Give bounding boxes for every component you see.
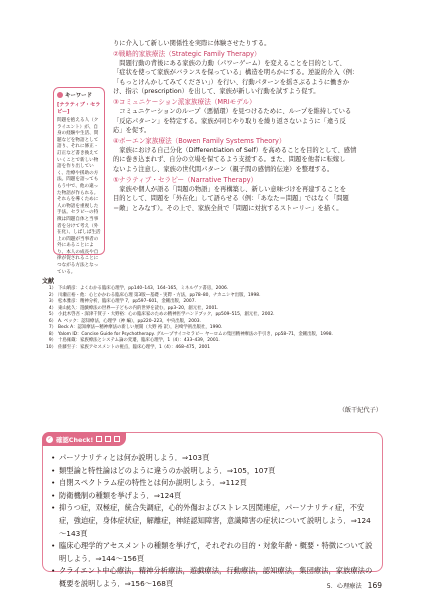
- page-footer: [327, 581, 382, 590]
- bullet-icon: •: [51, 465, 56, 475]
- references-heading: 文献: [42, 278, 55, 285]
- section-heading-narrative: ⑤ナラティブ・セラピー（Narrative Therapy）: [113, 175, 258, 184]
- reference-text: 川瀬正裕・他：心とかかわる臨床心理 第3版—基礎・実際・方法，pp78–80，ナカニシヤ出版，1998.: [58, 292, 261, 298]
- keyword-title: [ナラティブ・セラピー]: [57, 102, 101, 115]
- paragraph-line: 「もっとけんかしてみてください」）を行い、行動パターンを揺さぶるように働きか: [113, 78, 350, 86]
- checkbox-square-icon[interactable]: [105, 436, 111, 442]
- keyword-box: [53, 87, 105, 275]
- footer-section: 5．心理療法: [326, 583, 362, 590]
- reference-item: [42, 345, 382, 352]
- reference-text: Yalom ID：Concise Guide for Psychotherapy. グループサイコセラピー ヤーロムの集団精神療法の手引き，pp58–71，金剛出版，1998.: [58, 331, 333, 337]
- paragraph-line: 家族や個人が語る「問題の物語」を再構築し、新しい意味づけを再建することを: [113, 185, 346, 193]
- reference-number: 2）: [48, 292, 56, 298]
- reference-number: 5）: [48, 312, 56, 317]
- check-tab: [42, 432, 126, 446]
- reference-number: 9）: [48, 338, 56, 343]
- paragraph-line: りに介入して新しい関係性を実際に体験させたりする。: [113, 40, 271, 47]
- check-item-text: 臨床心理学的アセスメントの種類を挙げて，それぞれの目的・対象年齢・概要・特徴について説明しよう．⇒144～156頁: [59, 541, 373, 563]
- bullet-icon: •: [51, 490, 56, 500]
- check-item: [51, 452, 377, 465]
- checkbox-square-icon[interactable]: [114, 436, 120, 442]
- check-item: [51, 490, 377, 503]
- reference-number: 3）: [48, 299, 56, 304]
- paragraph-line: け、指示（prescription）を出して、家族が新しい行動を試すよう促す。: [113, 88, 320, 96]
- reference-text: 十島雍蔵：家族療法とシステム論の変遷，臨床心理学，1（4）：433–439，2001.: [58, 338, 220, 343]
- main-text: [113, 39, 398, 213]
- check-item-text: クライエント中心療法，精神分析療法，遊戯療法，行動療法，認知療法，集団療法，家族療法の概要を説明しよう．⇒156～168頁: [59, 566, 373, 588]
- section-heading-mri: ③コミュニケーション派家族療法（MRIモデル）: [113, 97, 256, 106]
- check-label: 確認Check!: [56, 435, 94, 444]
- reference-text: 東山紘久：遊戯療法の世界—子どもの内的世界を読む，pp3–20，創元社，2001.: [58, 305, 219, 311]
- paragraph-line: 家族における自己分化（Differentiation of Self）を高めることを目的として、感情: [113, 146, 357, 154]
- bullet-icon: •: [51, 478, 56, 488]
- bullet-icon: •: [51, 453, 56, 462]
- check-item-text: 自閉スペクトラム症の特性とは何か説明しよう．⇒112頁: [59, 478, 247, 488]
- reference-number: 6）: [48, 318, 56, 324]
- reference-number: 1）: [48, 286, 56, 291]
- reference-number: 7）: [48, 325, 56, 330]
- page-number: 169: [367, 581, 382, 590]
- reference-text: 松本雅彦：精神分析，臨床心理学 7，pp597–601，金剛出版，2007.: [58, 299, 196, 304]
- keyword-label: キーワード: [65, 93, 92, 99]
- check-item: [51, 540, 377, 565]
- paragraph-line: 応」を促す。: [113, 127, 151, 135]
- bullet-icon: •: [51, 503, 56, 513]
- author-credit: （飯干紀代子）: [338, 407, 382, 414]
- check-icon: ✓: [47, 435, 52, 442]
- check-item: [51, 502, 377, 540]
- reference-text: Beck A：認知療法—精神療法の新しい展開（大野 裕 訳），岩崎学術出版社，1990.: [58, 325, 223, 330]
- section-heading-bowen: ④ボーエン家族療法（Bowen Family Systems Theory）: [113, 136, 286, 145]
- check-item: [51, 465, 377, 478]
- check-item-text: 防衛機制の種類を挙げよう．⇒124頁: [59, 490, 182, 500]
- check-item-text: パーソナリティとは何か説明しよう．⇒103頁: [59, 453, 210, 462]
- bullet-icon: •: [51, 566, 56, 576]
- check-item-text: 抑うつ症，双極症，統合失調症，心的外傷およびストレス因関連症，パーソナリティ症，不安症，強迫症，身体症状症，解離症，神経認知障害，意識障害の症状について説明しよう．⇒124～143頁: [59, 503, 371, 538]
- paragraph-line: コミュニケーションのループ（悪循環）を見つけるために、ループを維持している: [113, 107, 352, 115]
- keyword-body: 問題を抱える人（クライエント）が、自身の経験や生活、問題などを物語として語り、それに修正・訂正など書き換えていくことで新しい物語を作り出していく、治療や援助の方法。問題を語ってもらう中で、他の違った物語が作られる。それらを導くために人の物語を重視した手法。セラピーの特徴は問題自体と当事者を分けて考え（外在化）、しばしば生活上の問題が当事者の外にあることにより、本人の成長や自律が促されることにつながる方法となっている。: [57, 118, 101, 275]
- reference-text: 佐藤至子：家族アセスメントの視点，臨床心理学，1（4）：468–475，2001: [58, 344, 211, 350]
- reference-text: 下山晴彦：よくわかる臨床心理学，pp140–143，164–165，ミネルヴァ書房，2006.: [58, 286, 229, 291]
- reference-text: 小此木啓吾・深津千賀子・大野裕：心の臨床家のための精神医学ハンドブック，pp509–515，創元社，2002.: [58, 312, 275, 317]
- paragraph-line: ないよう注意し、家族の世代間パターン（親子間の感情的伝達）を整理する。: [113, 165, 334, 173]
- check-item: [51, 477, 377, 490]
- section-heading-strategic: ②戦略的家族療法（Strategic Family Therapy）: [113, 49, 261, 58]
- bullet-icon: •: [51, 541, 56, 551]
- paragraph-line: 「症状を使って家族がバランスを保っている」構造を明らかにする。逆説的介入（例：: [113, 69, 359, 77]
- paragraph-line: 目的として、問題を「外在化」して語らせる（例：「あなた＝問題」ではなく「問題: [113, 195, 349, 203]
- references: [42, 276, 382, 351]
- keyword-header: [57, 91, 101, 99]
- check-item-text: 類型論と特性論はどのように違うのか説明しよう．⇒105，107頁: [59, 465, 276, 475]
- paragraph-line: ＝敵」とみなす）。その上で、家族全員で「問題に対抗するストーリー」を描く。: [113, 204, 343, 212]
- checkbox-square-icon[interactable]: [96, 436, 102, 442]
- reference-number: 10）: [46, 344, 56, 350]
- keyword-dot-icon: [57, 92, 63, 98]
- paragraph-line: 「反応パターン」を特定する。家族が同じやり取りを繰り返さないように「違う反: [113, 117, 346, 125]
- reference-text: A. ベック：認知療法，心理学（神 編），pp220–223，中央出版，2003.: [58, 318, 201, 324]
- reference-number: 8）: [48, 331, 56, 337]
- reference-number: 4）: [48, 305, 56, 311]
- paragraph-line: 的に巻き込まれず、自分の立場を保てるよう支援する。また、問題を他者に転嫁し: [113, 156, 346, 164]
- check-list: [51, 452, 377, 591]
- paragraph-line: 問題行動の背後にある家族の力動（パワーゲーム）を変えることを目的として、: [113, 59, 346, 67]
